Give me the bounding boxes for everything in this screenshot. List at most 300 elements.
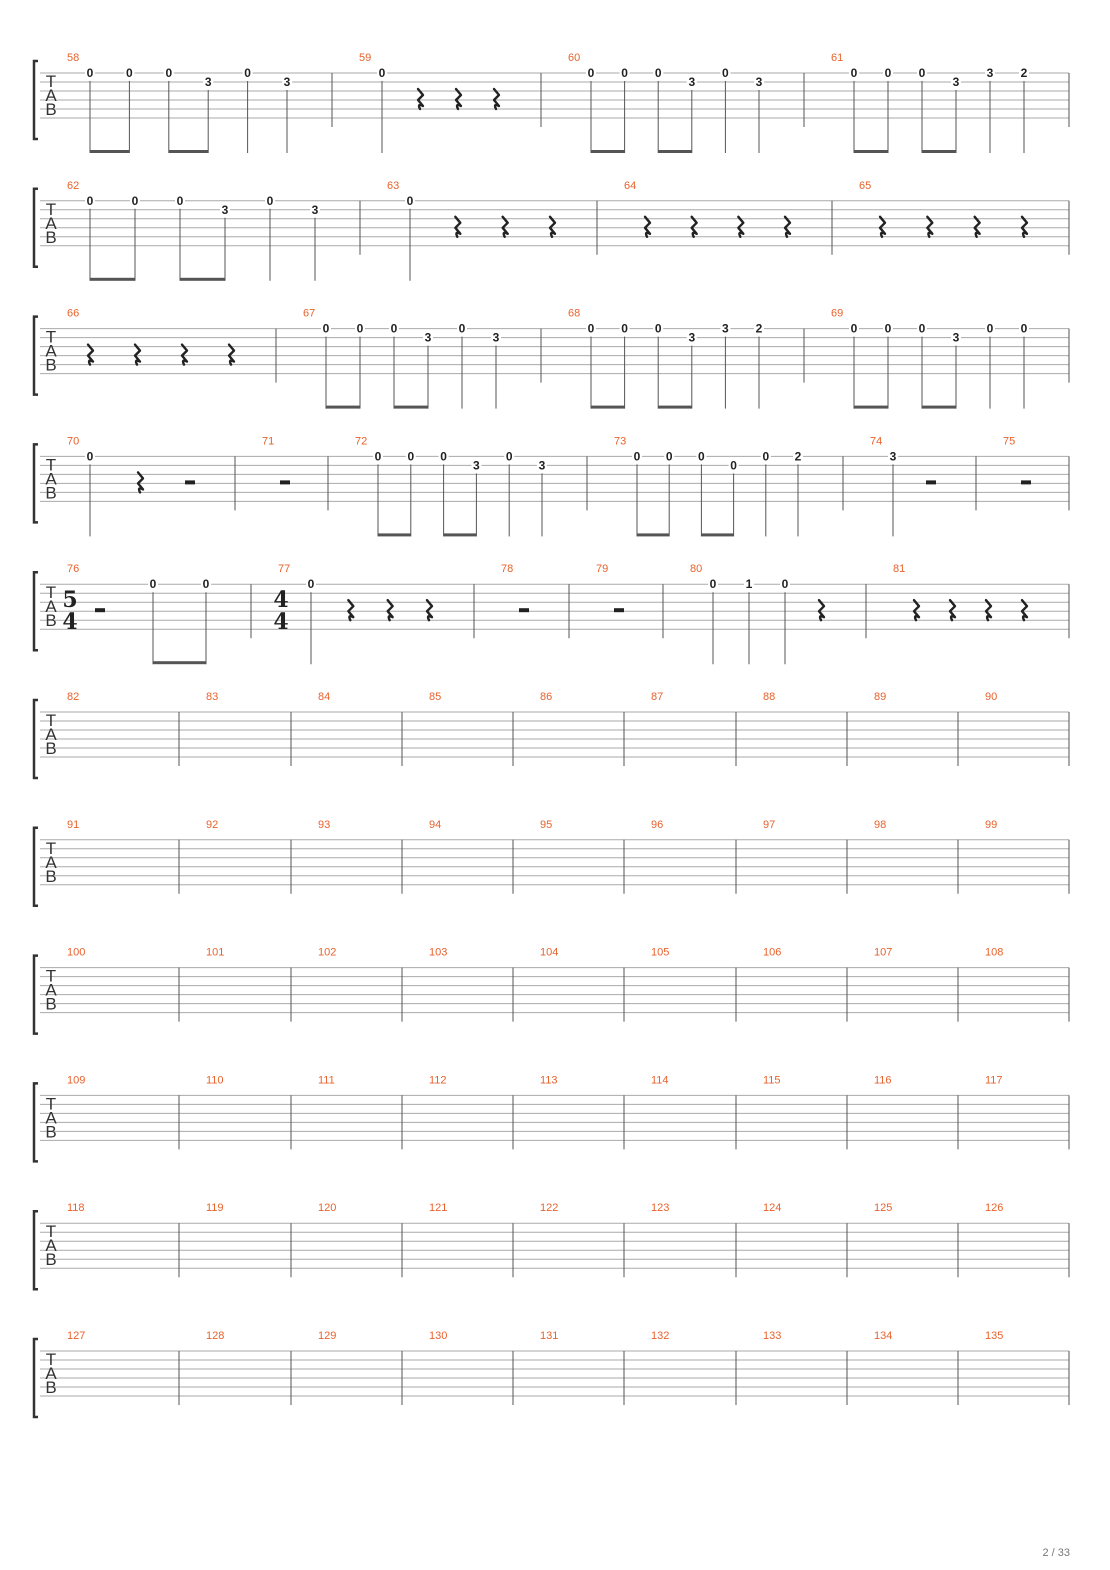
fret-number: 0 <box>621 321 628 336</box>
fret-number: 0 <box>407 449 415 464</box>
measure-number: 79 <box>596 563 609 576</box>
fret-number: 0 <box>322 321 330 336</box>
measure-number: 131 <box>540 1330 559 1342</box>
measure-number: 61 <box>831 52 844 64</box>
system-bracket <box>34 956 38 1034</box>
half-rest <box>95 608 105 612</box>
measure-number: 118 <box>67 1202 85 1215</box>
tab-clef-letter: A <box>45 341 57 361</box>
measure <box>501 563 529 612</box>
fret-number: 0 <box>149 577 157 592</box>
measure-number: 105 <box>651 946 670 959</box>
measure <box>318 1330 336 1342</box>
measure-number: 96 <box>651 818 664 831</box>
tab-clef-letter: B <box>45 1122 57 1142</box>
tab-clef-letter: A <box>45 980 57 1000</box>
measure <box>67 1074 85 1086</box>
measure <box>651 1330 669 1342</box>
system-bracket <box>34 317 38 395</box>
beam <box>444 533 477 536</box>
quarter-rest <box>927 217 932 237</box>
measure <box>874 691 886 703</box>
measure <box>206 947 224 959</box>
fret-number: 3 <box>889 449 897 464</box>
beam <box>701 533 733 536</box>
measure-number: 63 <box>387 179 400 192</box>
tab-clef-letter: A <box>45 86 57 105</box>
fret-number: 0 <box>884 321 892 336</box>
quarter-rest <box>1022 217 1027 237</box>
measure <box>206 1330 224 1342</box>
measure <box>651 691 663 703</box>
fret-number: 0 <box>126 66 133 80</box>
beam <box>378 533 411 536</box>
fret-number: 0 <box>356 321 364 336</box>
measure-number: 76 <box>67 563 80 576</box>
tab-clef-letter: B <box>45 227 57 247</box>
measure <box>540 947 558 959</box>
measure <box>985 1202 1003 1214</box>
measure-number: 128 <box>206 1330 225 1342</box>
fret-number: 0 <box>850 66 858 80</box>
measure <box>429 691 441 703</box>
beam <box>658 406 692 409</box>
beam <box>153 661 206 664</box>
measure <box>67 1330 85 1342</box>
system-bracket <box>34 1211 38 1289</box>
fret-number: 0 <box>131 193 139 208</box>
half-rest <box>185 480 195 484</box>
quarter-rest <box>819 600 824 620</box>
beam <box>854 150 888 153</box>
beam <box>169 150 208 153</box>
fret-number: 0 <box>176 193 184 208</box>
quarter-rest <box>692 217 697 237</box>
measure-number: 116 <box>874 1074 892 1087</box>
measure <box>62 563 211 664</box>
quarter-rest <box>229 345 234 365</box>
measure-number: 64 <box>624 179 637 192</box>
measure <box>763 1074 781 1086</box>
measure <box>67 435 195 536</box>
measure-number: 65 <box>859 179 872 192</box>
measure-number: 91 <box>67 818 80 831</box>
fret-number: 0 <box>698 449 705 464</box>
quarter-rest <box>138 472 143 492</box>
measure <box>985 1330 1003 1342</box>
beam <box>180 278 225 281</box>
measure-number: 67 <box>303 307 316 320</box>
beam <box>90 278 135 281</box>
measure-number: 99 <box>985 818 998 831</box>
tab-clef-letter: T <box>45 455 57 475</box>
measure <box>1003 435 1031 484</box>
measure-number: 130 <box>429 1330 448 1342</box>
half-rest <box>280 480 290 484</box>
measure <box>763 819 775 831</box>
quarter-rest <box>427 600 432 620</box>
fret-number: 0 <box>390 321 398 336</box>
tab-clef-letter: B <box>45 739 57 758</box>
fret-number: 3 <box>722 321 729 336</box>
tab-clef-letter: B <box>45 611 57 631</box>
tab-clef-letter: T <box>45 72 57 91</box>
measure <box>303 308 501 409</box>
time-signature-denominator: 4 <box>273 609 289 636</box>
quarter-rest <box>503 217 508 237</box>
time-signature-numerator: 4 <box>273 587 289 614</box>
measure-number: 112 <box>429 1074 447 1087</box>
measure-number: 100 <box>67 946 86 959</box>
measure-number: 97 <box>763 818 776 831</box>
quarter-rest <box>550 217 555 237</box>
measure-number: 77 <box>278 563 291 576</box>
fret-number: 3 <box>283 75 291 89</box>
measure-number: 90 <box>985 691 998 703</box>
measure <box>273 563 432 664</box>
fret-number: 0 <box>918 66 926 80</box>
measure-number: 129 <box>318 1330 337 1342</box>
tab-clef-letter: T <box>45 1222 57 1242</box>
system-bracket <box>34 1083 38 1161</box>
measure-number: 104 <box>540 946 559 959</box>
measure-number: 58 <box>67 52 80 64</box>
tab-clef-letter: T <box>45 327 57 347</box>
fret-number: 0 <box>1020 321 1028 336</box>
fret-number: 3 <box>424 330 432 345</box>
fret-number: 0 <box>406 193 414 208</box>
measure <box>568 308 764 409</box>
measure <box>540 1074 558 1086</box>
fret-number: 1 <box>745 577 753 592</box>
fret-number: 0 <box>709 577 717 592</box>
fret-number: 3 <box>952 330 960 345</box>
tab-system <box>34 52 1069 153</box>
beam <box>591 150 625 153</box>
measure <box>831 52 1029 153</box>
beam <box>90 150 129 153</box>
beam <box>922 150 956 153</box>
fret-number: 3 <box>204 75 212 89</box>
measure-number: 119 <box>206 1202 224 1215</box>
quarter-rest <box>785 217 790 237</box>
measure-number: 87 <box>651 691 664 703</box>
measure <box>651 1202 669 1214</box>
system-bracket <box>34 61 38 139</box>
fret-number: 0 <box>458 321 466 336</box>
measure <box>67 1202 85 1214</box>
measure-number: 70 <box>67 435 80 448</box>
fret-number: 0 <box>654 66 662 80</box>
fret-number: 3 <box>755 75 763 89</box>
quarter-rest <box>88 345 93 365</box>
tab-system <box>34 1330 1069 1417</box>
time-signature-numerator: 5 <box>62 587 78 614</box>
system-bracket <box>34 828 38 906</box>
measure-number: 113 <box>540 1074 558 1087</box>
fret-number: 0 <box>266 193 274 208</box>
measure-number: 81 <box>893 563 906 576</box>
tab-clef-letter: T <box>45 1094 57 1114</box>
tab-clef-letter: B <box>45 483 57 503</box>
measure-number: 95 <box>540 818 553 831</box>
measure <box>359 52 499 153</box>
measure-number: 135 <box>985 1330 1004 1342</box>
measure-number: 78 <box>501 563 514 576</box>
measure-number: 125 <box>874 1202 893 1215</box>
beam <box>591 406 625 409</box>
measure-number: 108 <box>985 946 1004 959</box>
measure-number: 111 <box>318 1074 335 1087</box>
measure <box>387 180 555 281</box>
tab-system <box>34 691 1069 778</box>
measure-number: 82 <box>67 691 80 703</box>
quarter-rest <box>456 89 461 109</box>
fret-number: 3 <box>492 330 500 345</box>
half-rest <box>614 608 624 612</box>
measure-number: 71 <box>262 435 275 448</box>
measure-number: 106 <box>763 946 782 959</box>
measure-number: 83 <box>206 691 219 703</box>
fret-number: 0 <box>505 449 513 464</box>
measure <box>763 1202 781 1214</box>
page-number: 2 / 33 <box>1042 1547 1070 1559</box>
measure-number: 75 <box>1003 435 1016 448</box>
measure-number: 60 <box>568 52 581 64</box>
tab-system <box>34 308 1069 409</box>
fret-number: 0 <box>587 321 595 336</box>
measure-number: 80 <box>690 563 703 576</box>
measure-number: 133 <box>763 1330 782 1342</box>
tab-clef-letter: B <box>45 1250 57 1270</box>
fret-number: 2 <box>1020 66 1028 80</box>
measure <box>690 563 824 664</box>
measure <box>874 1202 892 1214</box>
fret-number: 3 <box>311 202 319 217</box>
quarter-rest <box>914 600 919 620</box>
measure <box>262 435 290 484</box>
quarter-rest <box>950 600 955 620</box>
measure <box>540 1202 558 1214</box>
measure <box>67 180 320 281</box>
fret-number: 0 <box>440 449 447 464</box>
fret-number: 0 <box>86 66 94 80</box>
tab-clef-letter: T <box>45 966 57 986</box>
system-bracket <box>34 189 38 267</box>
measure <box>985 1074 1003 1086</box>
beam <box>326 406 360 409</box>
measure-number: 84 <box>318 691 331 703</box>
time-signature-denominator: 4 <box>62 609 78 636</box>
measure <box>763 1330 781 1342</box>
measure-number: 94 <box>429 818 442 831</box>
fret-number: 0 <box>850 321 858 336</box>
tab-system <box>34 180 1069 281</box>
fret-number: 0 <box>986 321 994 336</box>
measure <box>206 1074 224 1086</box>
measure-number: 68 <box>568 307 581 320</box>
measure <box>318 1202 336 1214</box>
quarter-rest <box>975 217 980 237</box>
measure-number: 121 <box>429 1202 448 1215</box>
quarter-rest <box>348 600 353 620</box>
beam <box>394 406 428 409</box>
measure <box>206 1202 224 1214</box>
tab-clef-letter: B <box>45 994 57 1014</box>
measure-number: 117 <box>985 1074 1003 1087</box>
measure-number: 114 <box>651 1074 669 1087</box>
tab-system <box>34 1074 1069 1161</box>
fret-number: 0 <box>587 66 595 80</box>
measure-number: 92 <box>206 818 219 831</box>
fret-number: 3 <box>538 458 546 473</box>
measure <box>429 1330 447 1342</box>
fret-number: 0 <box>722 66 729 80</box>
fret-number: 0 <box>86 193 94 208</box>
measure-number: 102 <box>318 946 337 959</box>
measure <box>540 1330 558 1342</box>
measure <box>318 1074 335 1086</box>
tab-clef-letter: B <box>45 1378 57 1397</box>
measure-number: 123 <box>651 1202 670 1215</box>
quarter-rest <box>645 217 650 237</box>
measure <box>874 1330 892 1342</box>
tab-clef-letter: B <box>45 355 57 375</box>
measure <box>540 691 552 703</box>
measure <box>318 819 330 831</box>
measure <box>429 1074 447 1086</box>
tab-system <box>34 819 1069 906</box>
fret-number: 0 <box>202 577 210 592</box>
tab-clef-letter: T <box>45 711 57 730</box>
measure-number: 93 <box>318 818 331 831</box>
measure-number: 66 <box>67 307 80 320</box>
system-bracket <box>34 1339 38 1417</box>
tab-system <box>34 947 1069 1034</box>
measure-number: 107 <box>874 946 893 959</box>
measure-number: 59 <box>359 52 372 64</box>
measure <box>568 52 764 153</box>
half-rest <box>926 480 936 484</box>
measure-number: 120 <box>318 1202 337 1215</box>
measure <box>206 819 218 831</box>
fret-number: 0 <box>244 66 251 80</box>
beam <box>637 533 669 536</box>
measure <box>318 691 330 703</box>
fret-number: 0 <box>307 577 315 592</box>
measure <box>614 435 803 536</box>
system-bracket <box>34 444 38 522</box>
beam <box>922 406 956 409</box>
fret-number: 0 <box>918 321 926 336</box>
measure-number: 122 <box>540 1202 559 1215</box>
quarter-rest <box>182 345 187 365</box>
half-rest <box>1021 480 1031 484</box>
fret-number: 0 <box>781 577 789 592</box>
fret-number: 3 <box>688 330 696 345</box>
tab-clef-letter: A <box>45 725 57 744</box>
measure <box>874 1074 892 1086</box>
quarter-rest <box>738 217 743 237</box>
tab-system <box>34 435 1069 536</box>
fret-number: 0 <box>633 449 641 464</box>
tab-clef-letter: A <box>45 469 57 489</box>
tab-clef-letter: T <box>45 1350 57 1369</box>
measure-number: 85 <box>429 691 442 703</box>
beam <box>854 406 888 409</box>
measure-number: 101 <box>206 946 225 959</box>
beam <box>658 150 692 153</box>
system-bracket <box>34 572 38 650</box>
measure <box>651 1074 669 1086</box>
measure <box>651 819 663 831</box>
measure <box>67 947 85 959</box>
quarter-rest <box>388 600 393 620</box>
measure-number: 109 <box>67 1074 86 1087</box>
measure <box>596 563 624 612</box>
measure-number: 73 <box>614 435 627 448</box>
measure <box>206 691 218 703</box>
quarter-rest <box>455 217 460 237</box>
tab-clef-letter: T <box>45 199 57 219</box>
fret-number: 0 <box>374 449 382 464</box>
fret-number: 3 <box>688 75 696 89</box>
measure-number: 89 <box>874 691 887 703</box>
quarter-rest <box>986 600 991 620</box>
tab-system <box>34 563 1069 664</box>
measure <box>831 308 1029 409</box>
tab-clef-letter: T <box>45 583 57 603</box>
measure <box>429 1202 447 1214</box>
fret-number: 0 <box>378 66 386 80</box>
measure-number: 126 <box>985 1202 1004 1215</box>
fret-number: 0 <box>730 458 737 473</box>
measure <box>874 947 892 959</box>
fret-number: 3 <box>952 75 960 89</box>
tab-clef-letter: B <box>45 100 57 119</box>
measure-number: 134 <box>874 1330 893 1342</box>
tab-system <box>34 1202 1069 1289</box>
tab-clef-letter: A <box>45 1108 57 1128</box>
quarter-rest <box>418 89 423 109</box>
measure-number: 127 <box>67 1330 86 1342</box>
measure <box>540 819 552 831</box>
tab-clef-letter: T <box>45 838 57 858</box>
half-rest <box>519 608 529 612</box>
measure-number: 62 <box>67 179 80 192</box>
tab-clef-letter: A <box>45 213 57 233</box>
tab-clef-letter: A <box>45 1364 57 1383</box>
fret-number: 0 <box>665 449 673 464</box>
measure <box>67 819 79 831</box>
fret-number: 0 <box>165 66 173 80</box>
measure-number: 98 <box>874 818 887 831</box>
quarter-rest <box>494 89 499 109</box>
fret-number: 2 <box>755 321 763 336</box>
measure-number: 110 <box>206 1074 224 1087</box>
measure <box>985 691 997 703</box>
quarter-rest <box>135 345 140 365</box>
measure <box>67 691 79 703</box>
measure <box>870 435 936 536</box>
measure-number: 115 <box>763 1074 781 1087</box>
measure-number: 103 <box>429 946 448 959</box>
measure <box>651 947 669 959</box>
measure <box>985 819 997 831</box>
measure-number: 86 <box>540 691 553 703</box>
measure <box>763 947 781 959</box>
measure-number: 74 <box>870 435 883 448</box>
